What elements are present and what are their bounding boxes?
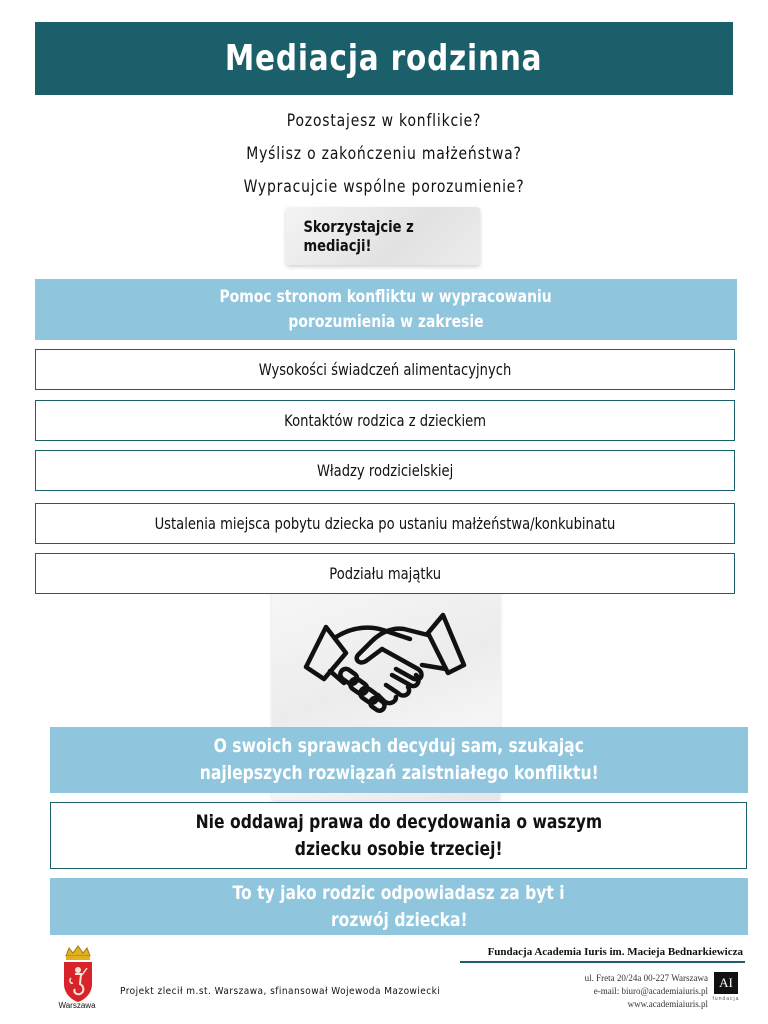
email-link[interactable]: e-mail: biuro@academiaiuris.pl bbox=[593, 986, 708, 996]
mediation-sticker bbox=[286, 207, 480, 265]
warning-line-1: Nie oddawaj prawa do decydowania o waszym bbox=[195, 810, 602, 833]
warning-line-2: dziecku osobie trzeciej! bbox=[294, 837, 503, 860]
parent-line-2: rozwój dziecka! bbox=[330, 908, 468, 931]
scope-item-label: Podziału majątku bbox=[329, 564, 441, 583]
scope-item-label: Władzy rodzicielskiej bbox=[316, 461, 454, 480]
help-heading-box bbox=[35, 279, 737, 340]
decide-line-2: najlepszych rozwiązań zaistniałego konfliktu! bbox=[199, 762, 599, 784]
help-line-1: Pomoc stronom konfliktu w wypracowaniu bbox=[219, 286, 553, 307]
foundation-name: Fundacja Academia Iuris im. Macieja Bednarkiewicza bbox=[487, 946, 743, 958]
sticker-text: Skorzystajcie z mediacji! bbox=[303, 217, 414, 255]
decide-yourself-box bbox=[50, 727, 748, 793]
project-funding-note: Projekt zlecił m.st. Warszawa, sfinansował Wojewoda Mazowiecki bbox=[120, 986, 441, 997]
scope-item-property bbox=[35, 553, 735, 594]
parent-line-1: To ty jako rodzic odpowiadasz za byt i bbox=[232, 881, 566, 904]
question-list bbox=[0, 105, 768, 204]
address: ul. Freta 20/24a 00-227 Warszawa bbox=[584, 973, 708, 983]
scope-item-contacts bbox=[35, 400, 735, 441]
third-party-warning-box bbox=[50, 802, 747, 869]
question-1: Pozostajesz w konflikcie? bbox=[286, 111, 482, 131]
parent-responsibility-box bbox=[50, 878, 748, 935]
help-line-2: porozumienia w zakresie bbox=[288, 311, 484, 332]
scope-item-alimony bbox=[35, 349, 735, 390]
scope-item-residence bbox=[35, 503, 735, 544]
foundation-logo: AI bbox=[714, 972, 738, 994]
foundation-logo-sub: fundacja bbox=[712, 996, 740, 1002]
decide-line-1: O swoich sprawach decyduj sam, szukając bbox=[213, 735, 585, 757]
contact-block bbox=[585, 972, 708, 1011]
scope-item-label: Ustalenia miejsca pobytu dziecka po ustaniu małżeństwa/konkubinatu bbox=[154, 514, 616, 533]
scope-item-parental-authority bbox=[35, 450, 735, 491]
question-3: Wypracujcie wspólne porozumienie? bbox=[243, 177, 525, 197]
warszawa-crest-icon bbox=[58, 940, 98, 1010]
question-2: Myślisz o zakończeniu małżeństwa? bbox=[246, 144, 522, 164]
page-title: Mediacja rodzinna bbox=[225, 38, 543, 79]
crest-label: Warszawa bbox=[58, 1001, 96, 1010]
handshake-icon bbox=[300, 605, 470, 725]
website-link[interactable]: www.academiaiuris.pl bbox=[627, 999, 708, 1009]
scope-item-label: Kontaktów rodzica z dzieckiem bbox=[284, 411, 486, 430]
footer-divider bbox=[460, 961, 745, 963]
scope-item-label: Wysokości świadczeń alimentacyjnych bbox=[258, 360, 512, 379]
title-banner bbox=[35, 22, 733, 95]
